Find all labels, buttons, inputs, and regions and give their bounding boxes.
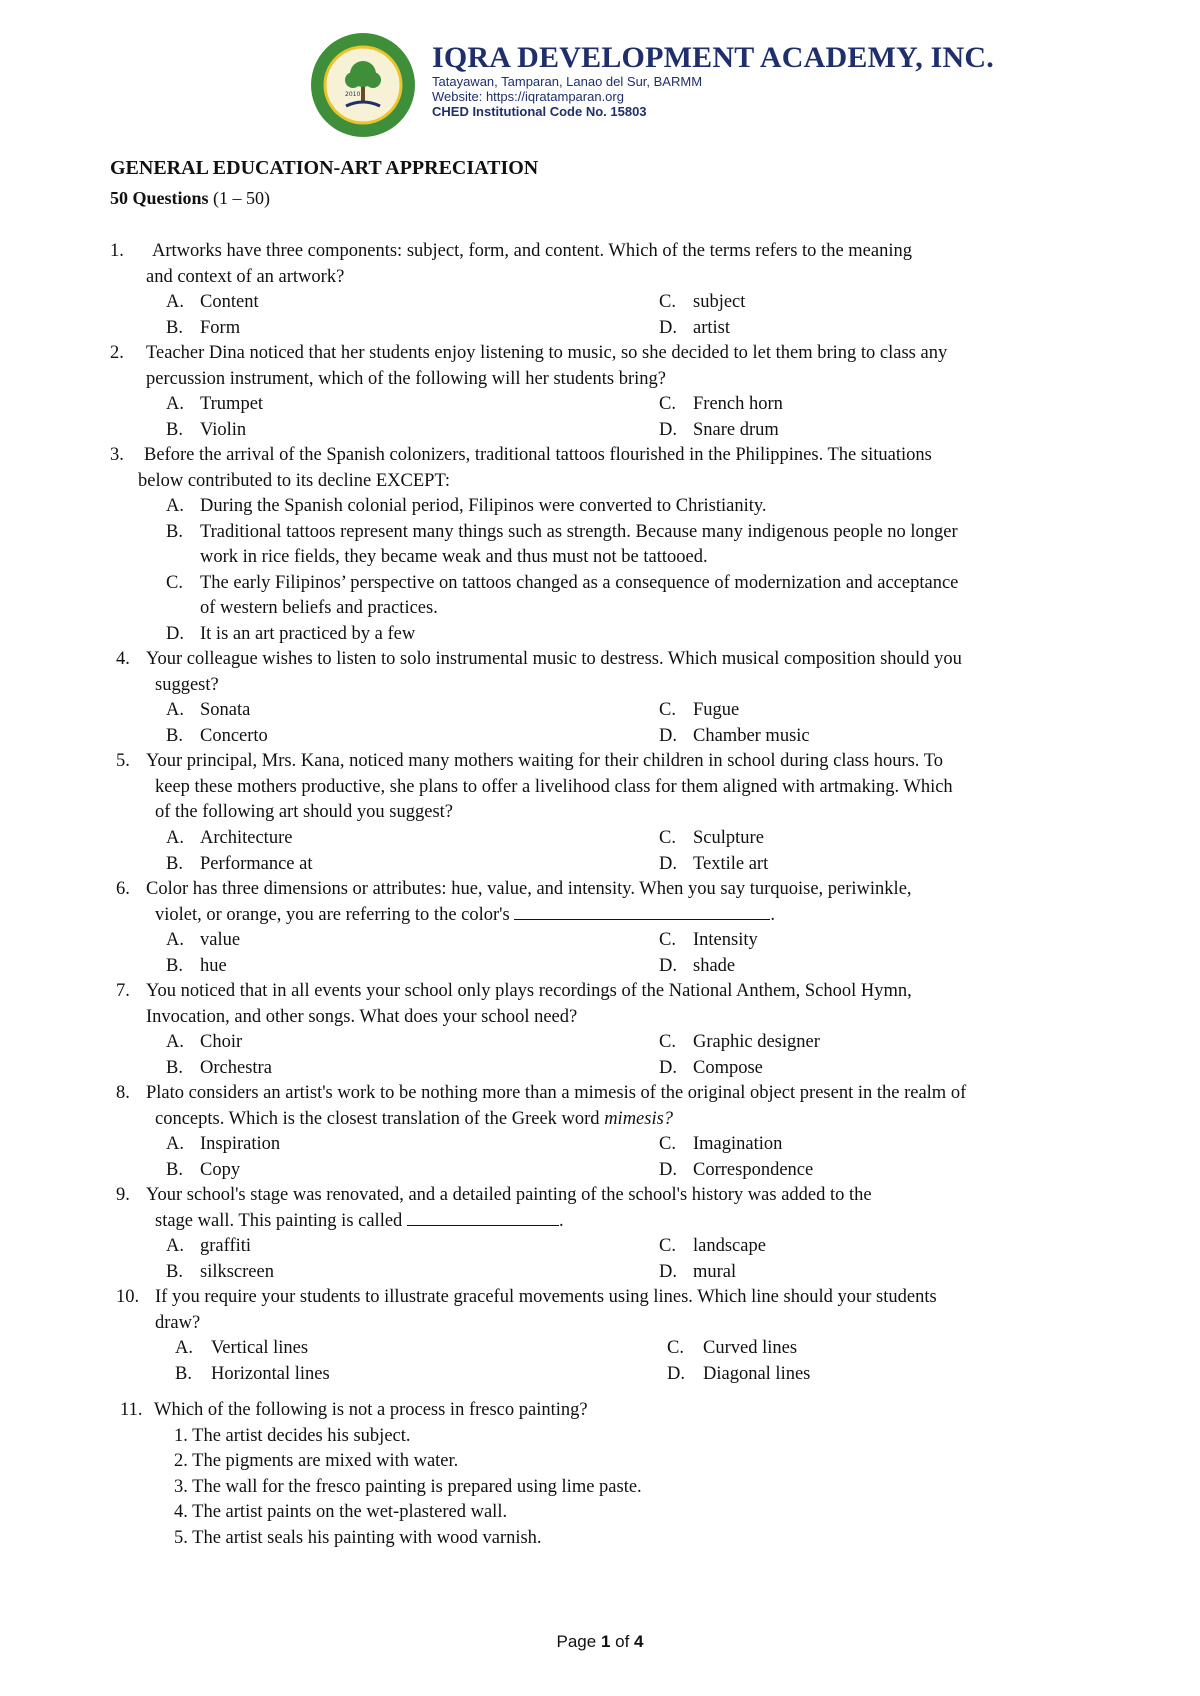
option-c: C. Curved lines [667, 1338, 798, 1358]
statement-5: 5. The artist seals his painting with wood varnish. [174, 1528, 542, 1548]
option-b: B. Concerto [166, 726, 268, 746]
question-number: 3. [110, 445, 124, 465]
page-footer [0, 1632, 1200, 1652]
option-d: D. Diagonal lines [667, 1364, 811, 1384]
question-number: 11. [120, 1400, 143, 1420]
question-text: Your colleague wishes to listen to solo instrumental music to destress. Which musical composition should you [146, 649, 962, 669]
question-count: 50 Questions [110, 188, 209, 208]
option-c: C. Imagination [659, 1134, 783, 1154]
org-name: IQRA DEVELOPMENT ACADEMY, INC. [432, 41, 994, 74]
question-range: (1 – 50) [208, 188, 271, 208]
question-8-line2: concepts. Which is the closest translation of the Greek word mimesis? [155, 1109, 674, 1129]
exam-title: GENERAL EDUCATION-ART APPRECIATION [110, 157, 539, 179]
question-number: 10. [116, 1287, 140, 1307]
seal-year: 2010 [345, 91, 361, 98]
question-3-line2: below contributed to its decline EXCEPT: [138, 471, 450, 491]
question-text: Your principal, Mrs. Kana, noticed many mothers waiting for their children in school during class hours. To [146, 751, 943, 771]
option-b: B. silkscreen [166, 1262, 274, 1282]
question-text: Teacher Dina noticed that her students enjoy listening to music, so she decided to let them bring to class any [146, 343, 948, 363]
question-6-line2: violet, or orange, you are referring to the color's . [155, 905, 775, 925]
question-number: 7. [116, 981, 130, 1001]
option-a: A. Sonata [166, 700, 251, 720]
option-c: C. Graphic designer [659, 1032, 820, 1052]
option-c: C. landscape [659, 1236, 766, 1256]
statement-4: 4. The artist paints on the wet-plastered wall. [174, 1502, 508, 1522]
question-text: If you require your students to illustrate graceful movements using lines. Which line should your students [155, 1287, 937, 1307]
question-5-line3: of the following art should you suggest? [155, 802, 454, 822]
document-header [308, 28, 994, 128]
option-c: C. Sculpture [659, 828, 764, 848]
question-number: 9. [116, 1185, 130, 1205]
option-d: D. artist [659, 318, 730, 338]
option-d: D. Snare drum [659, 420, 779, 440]
question-text: Artworks have three components: subject, form, and content. Which of the terms refers to the meaning [152, 241, 912, 261]
option-c: C. Intensity [659, 930, 758, 950]
question-number: 4. [116, 649, 130, 669]
option-a: A. graffiti [166, 1236, 252, 1256]
option-b: B. Orchestra [166, 1058, 272, 1078]
page-label: Page [556, 1632, 601, 1651]
option-b: B. Copy [166, 1160, 241, 1180]
question-text: Your school's stage was renovated, and a detailed painting of the school's history was added to the [146, 1185, 872, 1205]
question-text: You noticed that in all events your school only plays recordings of the National Anthem, School Hymn, [146, 981, 912, 1001]
question-10-line2: draw? [155, 1313, 201, 1333]
option-b: B. Performance at [166, 854, 313, 874]
org-ched-code: CHED Institutional Code No. 15803 [432, 104, 647, 119]
answer-blank [514, 903, 770, 920]
option-d: D. Compose [659, 1058, 763, 1078]
option-b: B. hue [166, 956, 227, 976]
question-number: 1. [110, 241, 124, 261]
seal-icon [308, 30, 418, 140]
question-number: 5. [116, 751, 130, 771]
question-text: Plato considers an artist's work to be nothing more than a mimesis of the original object present in the realm of [146, 1083, 967, 1103]
question-1-line2: and context of an artwork? [146, 267, 345, 287]
option-a: A. Inspiration [166, 1134, 281, 1154]
academy-seal-logo [308, 30, 418, 140]
option-a: A. Architecture [166, 828, 293, 848]
option-c: C. The early Filipinos’ perspective on tattoos changed as a consequence of modernization and acceptance [166, 573, 959, 593]
option-a: A. Content [166, 292, 259, 312]
page-total: 4 [634, 1632, 644, 1651]
question-9-line2: stage wall. This painting is called . [155, 1211, 564, 1231]
org-address: Tatayawan, Tamparan, Lanao del Sur, BARMM [432, 74, 703, 89]
answer-blank [407, 1209, 559, 1226]
statement-1: 1. The artist decides his subject. [174, 1426, 411, 1446]
option-c: C. subject [659, 292, 746, 312]
option-b-line2: work in rice fields, they became weak and thus must not be tattooed. [200, 547, 708, 567]
option-d: D. Chamber music [659, 726, 810, 746]
option-a: A. During the Spanish colonial period, Filipinos were converted to Christianity. [166, 496, 767, 516]
question-text: Which of the following is not a process in fresco painting? [154, 1400, 588, 1420]
question-number: 2. [110, 343, 124, 363]
question-text: Color has three dimensions or attributes: hue, value, and intensity. When you say turquoise, periwinkle, [146, 879, 912, 899]
page-number: 1 [600, 1632, 611, 1651]
page-of: of [610, 1632, 635, 1651]
exam-subtitle [110, 187, 270, 209]
question-5-line2: keep these mothers productive, she plans to offer a livelihood class for them aligned with artmaking. Which [155, 777, 953, 797]
option-a: A. Choir [166, 1032, 243, 1052]
org-website: Website: https://iqratamparan.org [432, 89, 624, 104]
option-b: B. Horizontal lines [175, 1364, 330, 1384]
option-d: D. It is an art practiced by a few [166, 624, 416, 644]
question-2-line2: percussion instrument, which of the following will her students bring? [146, 369, 666, 389]
option-d: D. Textile art [659, 854, 769, 874]
option-a: A. value [166, 930, 241, 950]
option-b: B. Traditional tattoos represent many things such as strength. Because many indigenous people no longer [166, 522, 958, 542]
question-number: 6. [116, 879, 130, 899]
option-c: C. Fugue [659, 700, 740, 720]
question-number: 8. [116, 1083, 130, 1103]
question-4-line2: suggest? [155, 675, 219, 695]
option-a: A. Trumpet [166, 394, 264, 414]
question-7-line2: Invocation, and other songs. What does your school need? [146, 1007, 578, 1027]
statement-3: 3. The wall for the fresco painting is prepared using lime paste. [174, 1477, 642, 1497]
question-text: Before the arrival of the Spanish colonizers, traditional tattoos flourished in the Philippines. The situations [144, 445, 932, 465]
option-c-line2: of western beliefs and practices. [200, 598, 438, 618]
option-d: D. shade [659, 956, 736, 976]
option-b: B. Violin [166, 420, 247, 440]
option-d: D. mural [659, 1262, 737, 1282]
statement-2: 2. The pigments are mixed with water. [174, 1451, 459, 1471]
option-c: C. French horn [659, 394, 783, 414]
option-a: A. Vertical lines [175, 1338, 309, 1358]
option-d: D. Correspondence [659, 1160, 814, 1180]
option-b: B. Form [166, 318, 241, 338]
